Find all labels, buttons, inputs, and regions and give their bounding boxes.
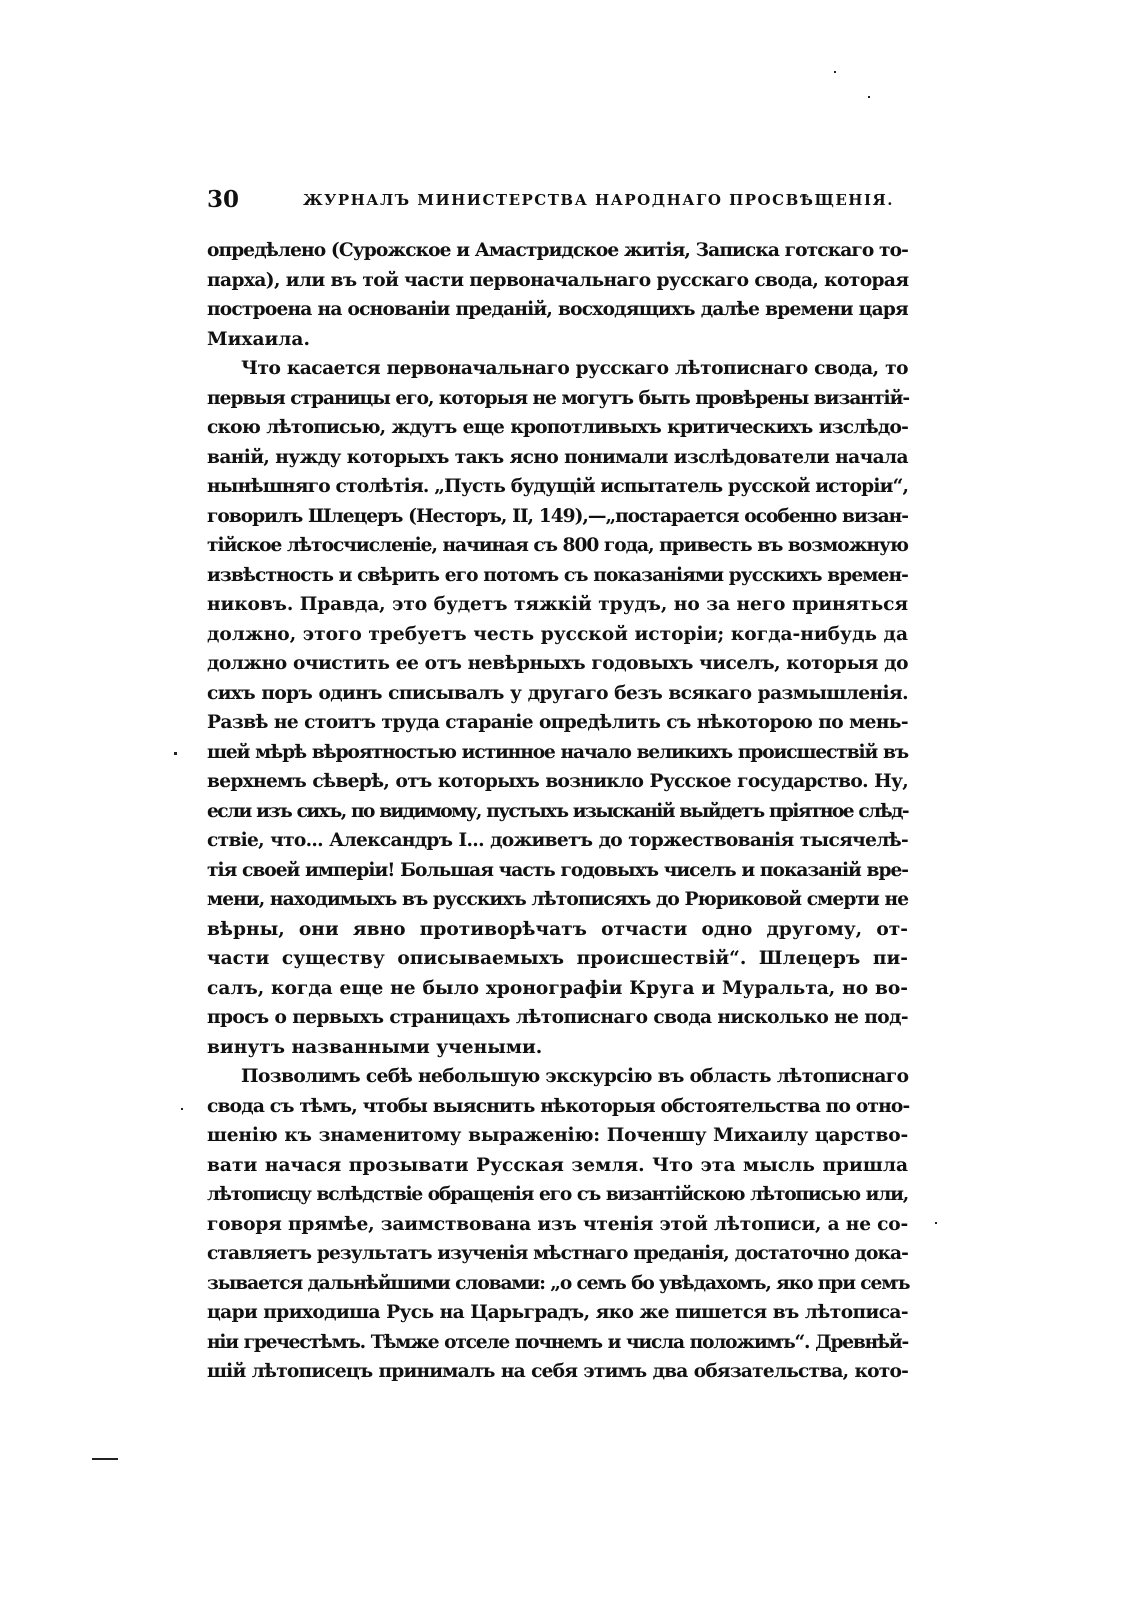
text-line: Михаила. [207, 328, 310, 350]
text-line: вѣрны, они явно противорѣчатъ отчасти одно другому, от- [207, 918, 908, 940]
text-line: ніи гречестѣмъ. Тѣмже отселе почнемъ и числа положимъ“. Древнѣй- [207, 1331, 908, 1353]
text-line: шій лѣтописецъ принималъ на себя этимъ два обязательства, кото- [207, 1361, 908, 1382]
text-line: опредѣлено (Сурожское и Амастридское житія, Записка готскаго то- [207, 240, 908, 261]
text-line: шей мѣрѣ вѣроятностью истинное начало великихъ происшествій въ [207, 741, 908, 763]
text-line: парха), или въ той части первоначальнаго русскаго свода, которая [207, 269, 909, 291]
text-line: тійское лѣтосчисленіе, начиная съ 800 года, привесть въ возможную [207, 535, 908, 556]
text-line: мени, находимыхъ въ русскихъ лѣтописяхъ до Рюриковой смерти не [207, 889, 909, 910]
scan-speck [174, 752, 177, 755]
text-line: говоря прямѣе, заимствована изъ чтенія этой лѣтописи, а не со- [207, 1213, 908, 1235]
text-line: Позволимъ себѣ небольшую экскурсію въ область лѣтописнаго [241, 1066, 909, 1087]
paragraph-2 [207, 354, 908, 1062]
scan-speck [868, 96, 870, 98]
running-title: ЖУРНАЛЪ МИНИСТЕРСТВА НАРОДНАГО ПРОСВѢЩЕНІЯ. [303, 191, 894, 209]
text-line: ваній, нужду которыхъ такъ ясно понимали изслѣдователи начала [207, 446, 908, 468]
text-line: должно очистить ее отъ невѣрныхъ годовыхъ чиселъ, которыя до [207, 653, 908, 674]
text-line: свода съ тѣмъ, чтобы выяснить нѣкоторыя обстоятельства по отно- [207, 1095, 910, 1117]
paragraph-1 [207, 236, 908, 354]
scan-speck [181, 1108, 183, 1110]
text-line: сихъ поръ одинъ списывалъ у другаго безъ всякаго размышленія. [207, 682, 908, 704]
text-line: вати начася прозывати Русская земля. Что эта мысль пришла [207, 1154, 908, 1176]
text-line: если изъ сихъ, по видимому, пустыхъ изысканій выйдетъ пріятное слѣд- [207, 800, 908, 822]
text-line: первыя страницы его, которыя не могутъ быть провѣрены византій- [207, 387, 910, 409]
scan-speck [935, 1222, 937, 1224]
text-line: никовъ. Правда, это будетъ тяжкій трудъ, но за него приняться [207, 594, 908, 615]
text-line: части существу описываемыхъ происшествій“. Шлецеръ пи- [207, 948, 908, 969]
page-header [207, 186, 907, 220]
text-line: верхнемъ сѣверѣ, отъ которыхъ возникло Русское государство. Ну, [207, 771, 908, 792]
text-line: лѣтописцу вслѣдствіе обращенія его съ византійскою лѣтописью или, [207, 1184, 908, 1205]
text-line: зывается дальнѣйшими словами: „о семъ бо увѣдахомъ, яко при семъ [207, 1272, 910, 1294]
text-line: ставляетъ результатъ изученія мѣстнаго преданія, достаточно дока- [207, 1243, 908, 1264]
text-line: Что касается первоначальнаго русскаго лѣтописнаго свода, то [241, 358, 908, 379]
text-line: извѣстность и свѣрить его потомъ съ показаніями русскихъ времен- [207, 564, 908, 586]
text-line: тія своей имперіи! Большая часть годовыхъ чиселъ и показаній вре- [207, 859, 908, 881]
text-line: салъ, когда еще не было хронографіи Круга и Муральта, но во- [207, 977, 908, 999]
scan-speck [834, 71, 836, 73]
text-line: просъ о первыхъ страницахъ лѣтописнаго свода нисколько не под- [207, 1007, 908, 1028]
text-line: построена на основаніи преданій, восходящихъ далѣе времени царя [207, 299, 908, 320]
paragraph-3 [207, 1062, 908, 1387]
text-line: винутъ названными учеными. [207, 1036, 543, 1058]
text-line: скою лѣтописью, ждутъ еще кропотливыхъ критическихъ изслѣдо- [207, 417, 908, 438]
text-line: ствіе, что... Александръ I... доживетъ до торжествованія тысячелѣ- [207, 830, 908, 851]
text-line: должно, этого требуетъ честь русской исторіи; когда-нибудь да [207, 623, 908, 645]
body-text [207, 236, 908, 1387]
page-number: 30 [207, 186, 240, 213]
text-line: говорилъ Шлецеръ (Несторъ, II, 149),—„постарается особенно визан- [207, 505, 908, 527]
text-line: цари приходиша Русь на Царьградъ, яко же пишется въ лѣтописа- [207, 1302, 908, 1323]
text-line: нынѣшняго столѣтія. „Пусть будущій испытатель русской исторіи“, [207, 476, 909, 497]
text-line: Развѣ не стоитъ труда стараніе опредѣлить съ нѣкоторою по мень- [207, 712, 908, 733]
scan-speck [92, 1458, 118, 1460]
text-line: шенію къ знаменитому выраженію: Поченшу Михаилу царство- [207, 1125, 908, 1146]
